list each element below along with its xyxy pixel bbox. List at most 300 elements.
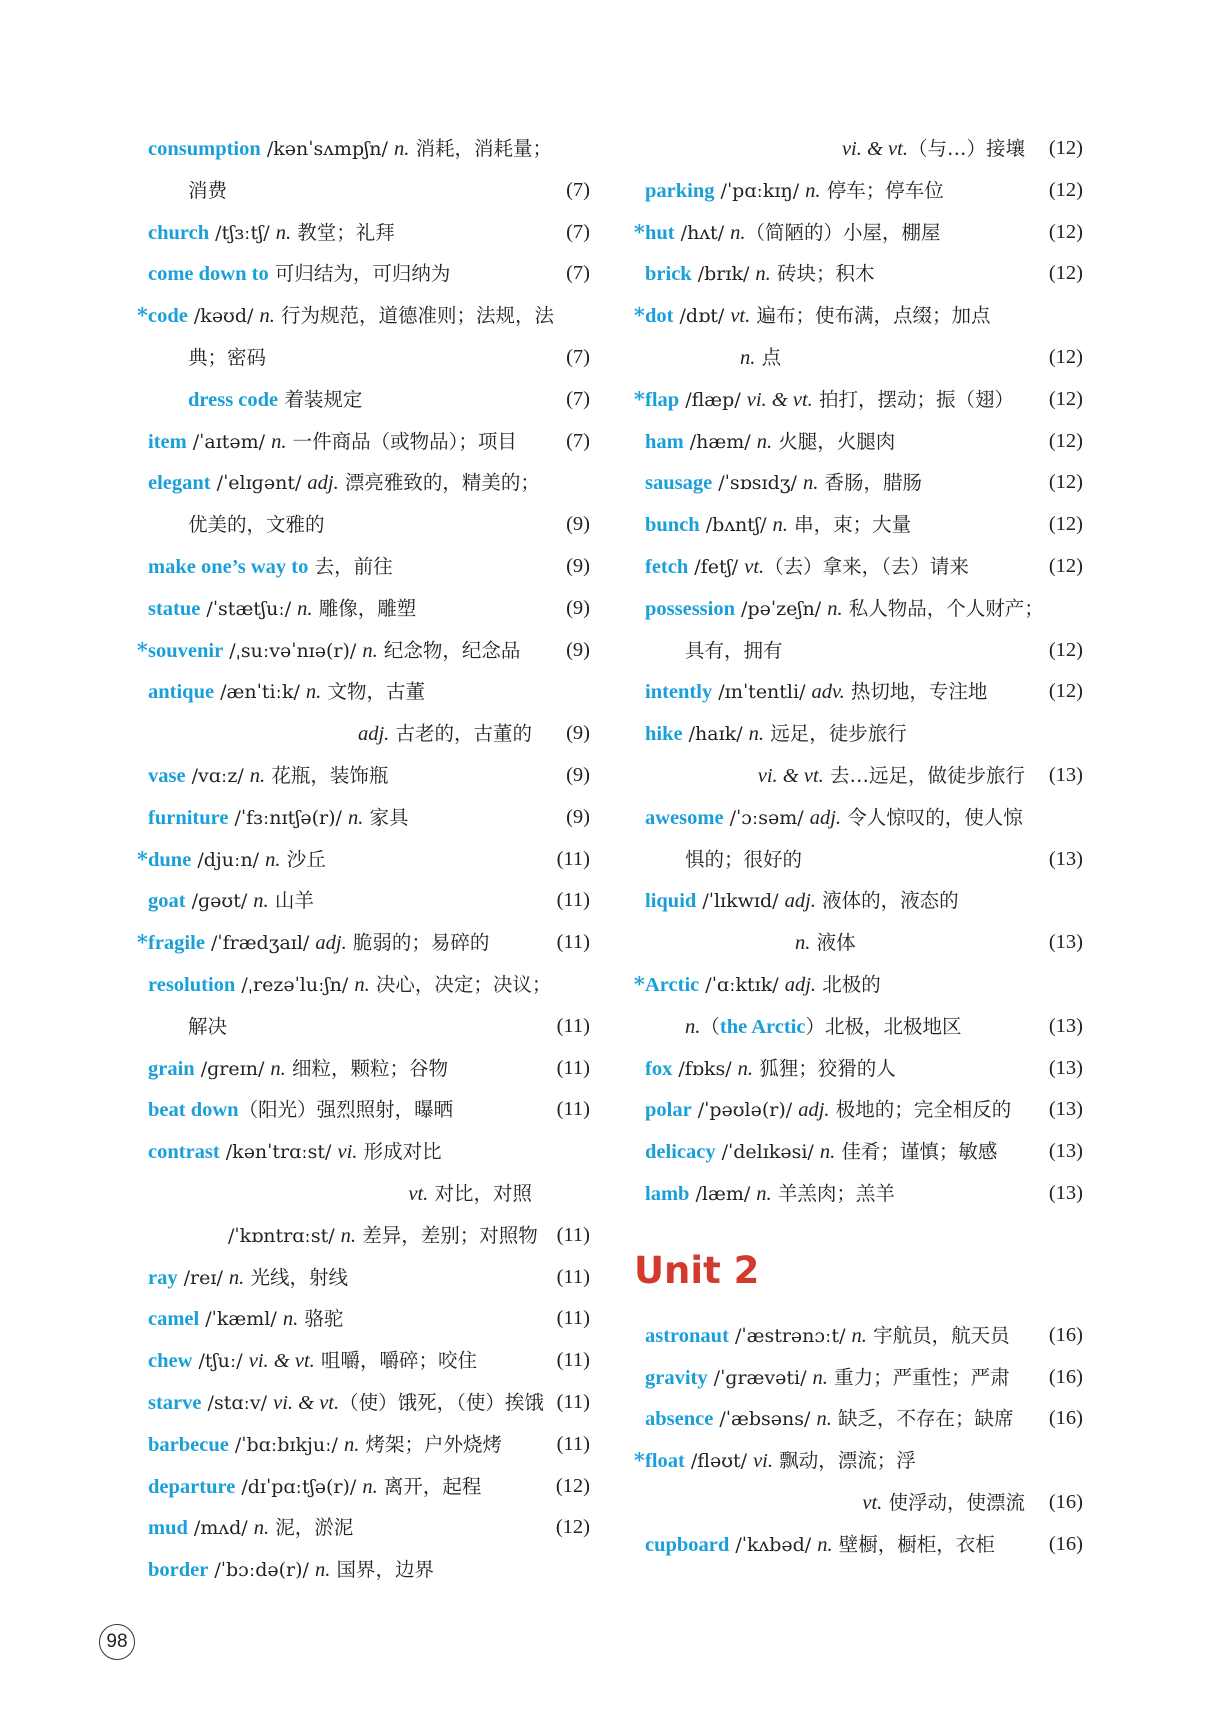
definition: 国界，边界: [330, 1558, 435, 1582]
glossary-entry: [148, 713, 590, 755]
headword: chew: [148, 1350, 193, 1373]
part-of-speech: n.: [354, 973, 370, 996]
glossary-entry: [148, 212, 590, 254]
headword: barbecue: [148, 1433, 229, 1456]
glossary-entry: [645, 128, 1083, 170]
definition: 壁橱，橱柜，衣柜: [832, 1532, 995, 1556]
unit-reference: (12): [1048, 471, 1083, 494]
headword: delicacy: [645, 1141, 716, 1164]
part-of-speech: n.: [802, 472, 819, 495]
glossary-entry: [148, 964, 590, 1006]
unit-reference: (12): [1048, 220, 1083, 243]
glossary-entry: [645, 1048, 1083, 1090]
part-of-speech: n.: [362, 1475, 378, 1498]
unit-reference: (16): [1048, 1365, 1083, 1388]
unit-reference: (7): [566, 178, 590, 201]
headword: mud: [148, 1517, 188, 1540]
glossary-entry: [634, 964, 1083, 1006]
glossary-entry: [645, 755, 1083, 797]
phonetic: /vɑːz/: [185, 764, 250, 787]
definition: 私人物品，个人财产；: [842, 596, 1044, 620]
unit-heading: Unit 2: [634, 1248, 760, 1292]
glossary-entry: [645, 1524, 1083, 1566]
phonetic: /ˈbɑːbɪkjuː/: [228, 1433, 344, 1456]
headword: fetch: [645, 555, 689, 578]
glossary-entry: [148, 1298, 590, 1340]
phonetic: /ˈɔːsəm/: [723, 806, 810, 829]
glossary-entry: [645, 922, 1083, 964]
unit-reference: (12): [1048, 262, 1083, 285]
optional-marker: *: [137, 303, 148, 328]
definition: （使）饿死，（使）挨饿: [339, 1390, 544, 1414]
phonetic: /hæm/: [683, 430, 757, 453]
headword: souvenir: [148, 639, 224, 662]
headword: starve: [148, 1391, 202, 1414]
glossary-entry: [645, 337, 1083, 379]
definition: 遍布；使布满，点缀；加点: [750, 304, 991, 328]
definition: 可归结为，可归纳为: [268, 262, 451, 286]
part-of-speech: n.: [340, 1224, 357, 1247]
unit-reference: (13): [1048, 1014, 1083, 1037]
phonetic: /ˈkæml/: [199, 1308, 283, 1331]
section-spacer: [645, 1215, 1083, 1235]
definition: （去）拿来，（去）请来: [764, 554, 969, 578]
unit-reference: (13): [1048, 931, 1083, 954]
phonetic: /reɪ/: [177, 1266, 229, 1289]
definition: 脆弱的；易碎的: [346, 931, 490, 955]
definition: 形成对比: [357, 1140, 442, 1164]
definition: ）北极，北极地区: [805, 1014, 962, 1038]
definition: 泥，淤泥: [269, 1516, 354, 1540]
unit-reference: (11): [556, 1390, 590, 1413]
phonetic: /ˈkɒntrɑːst/: [228, 1224, 341, 1247]
part-of-speech: adj.: [315, 932, 347, 955]
glossary-entry: [148, 1131, 590, 1173]
part-of-speech: n.: [275, 221, 292, 244]
glossary-entry: [148, 1006, 590, 1048]
phonetic: /ˈelɪɡənt/: [210, 472, 308, 495]
glossary-entry: [645, 1357, 1083, 1399]
headword: border: [148, 1559, 209, 1582]
definition: 去…远足，做徒步旅行: [823, 763, 1025, 787]
part-of-speech: vt.: [408, 1182, 429, 1205]
definition: 细粒，颗粒；谷物: [285, 1056, 448, 1080]
phonetic: /haɪk/: [682, 723, 749, 746]
optional-marker: *: [137, 846, 148, 871]
glossary-entry: [634, 379, 1083, 421]
definition: 佳肴；谨慎；敏感: [835, 1140, 998, 1164]
part-of-speech: n.: [253, 1517, 270, 1540]
headword: polar: [645, 1099, 692, 1122]
headword: float: [645, 1450, 685, 1473]
unit-reference: (12): [1048, 680, 1083, 703]
glossary-column-right: [634, 128, 1083, 1566]
phonetic: /ˈɑːktɪk/: [699, 973, 785, 996]
part-of-speech: n.: [347, 806, 364, 829]
definition: 液体的，液态的: [815, 889, 959, 913]
unit-reference: (11): [556, 1307, 590, 1330]
glossary-entry: [148, 1549, 590, 1591]
unit-reference: (16): [1048, 1490, 1083, 1513]
part-of-speech: n.: [730, 221, 746, 244]
glossary-entry: [148, 755, 590, 797]
unit-reference: (11): [556, 1223, 590, 1246]
unit-reference: (9): [566, 805, 590, 828]
unit-reference: (12): [1048, 429, 1083, 452]
headword: bunch: [645, 514, 700, 537]
phonetic: /ˈdelɪkəsi/: [715, 1141, 820, 1164]
phonetic: /ˈsɒsɪdʒ/: [712, 472, 803, 495]
glossary-entry: [148, 1089, 590, 1131]
definition: 漂亮雅致的，精美的；: [338, 471, 540, 495]
glossary-entry: [137, 295, 590, 337]
headword: intently: [645, 681, 713, 704]
headword: vase: [148, 764, 186, 787]
headword: consumption: [148, 138, 261, 160]
glossary-entry: [645, 880, 1083, 922]
definition: （: [700, 1014, 720, 1038]
unit-reference: (9): [566, 763, 590, 786]
phonetic: /bʌntʃ/: [699, 514, 773, 537]
part-of-speech: n.: [756, 430, 773, 453]
glossary-entry: [645, 546, 1083, 588]
headword: elegant: [148, 472, 211, 495]
part-of-speech: vi. & vt.: [248, 1350, 315, 1373]
headword: hut: [645, 221, 675, 244]
unit-reference: (12): [555, 1516, 590, 1539]
headword: church: [148, 221, 210, 244]
definition: （与…）接壤: [907, 137, 1025, 160]
definition: 停车；停车位: [820, 178, 944, 202]
part-of-speech: adj.: [357, 723, 390, 746]
part-of-speech: n.: [812, 1366, 828, 1389]
phonetic: /mʌd/: [187, 1517, 254, 1540]
optional-marker: *: [634, 303, 645, 328]
glossary-entry: [645, 671, 1083, 713]
glossary-entry: [645, 1006, 1083, 1048]
headword: liquid: [645, 890, 697, 913]
glossary-entry: [645, 588, 1083, 630]
part-of-speech: n.: [755, 263, 771, 286]
definition: 一件商品（或物品）；项目: [286, 429, 517, 453]
headword: dot: [645, 305, 674, 328]
definition: 香肠，腊肠: [818, 471, 923, 495]
unit-reference: (13): [1048, 847, 1083, 870]
headword: contrast: [148, 1141, 220, 1164]
part-of-speech: vi.: [337, 1141, 358, 1164]
unit-reference: (12): [555, 1474, 590, 1497]
part-of-speech: n.: [265, 848, 281, 871]
part-of-speech: vt.: [862, 1491, 883, 1514]
glossary-entry: [148, 880, 590, 922]
part-of-speech: n.: [282, 1308, 299, 1331]
part-of-speech: n.: [393, 138, 410, 160]
headword: goat: [148, 890, 186, 913]
glossary-entry: [634, 212, 1083, 254]
glossary-entry: [148, 1382, 590, 1424]
phonetic: /fləʊt/: [684, 1450, 754, 1473]
definition: 宇航员，航天员: [866, 1323, 1010, 1347]
unit-reference: (12): [1048, 638, 1083, 661]
unit-reference: (7): [566, 345, 590, 368]
definition: 火腿，火腿肉: [772, 429, 896, 453]
phonetic: /dɒt/: [673, 305, 731, 328]
headword: ray: [148, 1266, 178, 1289]
glossary-entry: [645, 1315, 1083, 1357]
unit-reference: (13): [1048, 1098, 1083, 1121]
glossary-entry: [645, 504, 1083, 546]
definition: 决心，决定；决议；: [369, 972, 552, 996]
glossary-entry: [148, 797, 590, 839]
phonetic: /ˌrezəˈluːʃn/: [235, 973, 355, 996]
unit-reference: (11): [556, 1098, 590, 1121]
definition: 骆驼: [298, 1307, 344, 1331]
headword: departure: [148, 1475, 236, 1498]
headword: item: [148, 430, 187, 453]
glossary-entry: [634, 295, 1083, 337]
unit-reference: (9): [566, 554, 590, 577]
headword: astronaut: [645, 1324, 729, 1347]
part-of-speech: adj.: [784, 890, 816, 913]
unit-reference: (12): [1048, 178, 1083, 201]
headword: beat down: [148, 1099, 239, 1122]
part-of-speech: n.: [827, 597, 843, 620]
glossary-entry: [148, 170, 590, 212]
headword: come down to: [148, 263, 269, 286]
phonetic: /ˈpəʊlə(r)/: [691, 1099, 799, 1122]
unit-reference: (11): [556, 1349, 590, 1372]
glossary-entry: [634, 1440, 1083, 1482]
phonetic: /læm/: [689, 1182, 757, 1205]
definition: 优美的，文雅的: [188, 513, 325, 537]
unit-reference: (9): [566, 638, 590, 661]
phonetic: /ˈaɪtəm/: [186, 430, 272, 453]
glossary-entry: [148, 462, 590, 504]
part-of-speech: n.: [795, 932, 811, 955]
definition: 去，前往: [308, 554, 393, 578]
definition: 光线，射线: [244, 1265, 348, 1289]
glossary-entry: [645, 253, 1083, 295]
optional-marker: *: [634, 971, 645, 996]
glossary-entry: [148, 253, 590, 295]
phonetic: /flæp/: [679, 388, 747, 411]
part-of-speech: vt.: [744, 555, 765, 578]
definition: 消耗，消耗量；: [409, 137, 553, 160]
glossary-entry: [148, 1340, 590, 1382]
definition: 对比，对照: [428, 1181, 532, 1205]
part-of-speech: n.: [253, 890, 269, 913]
part-of-speech: n.: [305, 681, 322, 704]
part-of-speech: n.: [362, 639, 378, 662]
phonetic: /ˈfɜːnɪtʃə(r)/: [228, 806, 348, 829]
glossary-entry: [137, 630, 590, 672]
definition: 使浮动，使漂流: [882, 1490, 1025, 1514]
glossary-entry: [148, 1424, 590, 1466]
part-of-speech: n.: [817, 1533, 833, 1556]
glossary-entry: [148, 546, 590, 588]
part-of-speech: adj.: [809, 806, 842, 829]
optional-marker: *: [137, 930, 148, 955]
unit-reference: (12): [1048, 554, 1083, 577]
headword: make one’s way to: [148, 555, 309, 578]
definition: 热切地，专注地: [844, 680, 988, 704]
phonetic: /stɑːv/: [201, 1391, 274, 1414]
phonetic: /brɪk/: [691, 263, 756, 286]
glossary-entry: [137, 839, 590, 881]
definition: 拍打，摆动；振（翅）: [812, 387, 1015, 411]
part-of-speech: n.: [685, 1015, 701, 1038]
headword: Arctic: [645, 973, 700, 996]
definition: 文物，古董: [321, 680, 425, 704]
unit-reference: (12): [1048, 387, 1083, 410]
definition: 教堂；礼拜: [291, 220, 395, 244]
headword: antique: [148, 681, 215, 704]
glossary-entry: [148, 337, 590, 379]
glossary-entry: [148, 1215, 590, 1257]
glossary-entry: [645, 1089, 1083, 1131]
part-of-speech: n.: [851, 1324, 867, 1347]
phonetic: /ˌsuːvəˈnɪə(r)/: [223, 639, 363, 662]
glossary-entry: [645, 462, 1083, 504]
definition: 着装规定: [278, 387, 363, 411]
definition: 极地的；完全相反的: [829, 1098, 1012, 1122]
glossary-entry: [148, 504, 590, 546]
phonetic: /kənˈsʌmpʃn/: [260, 138, 394, 160]
glossary-entry: [148, 379, 590, 421]
headword: lamb: [645, 1182, 690, 1205]
definition: 沙丘: [280, 847, 326, 871]
optional-marker: *: [634, 219, 645, 244]
part-of-speech: n.: [270, 1057, 286, 1080]
definition: 古老的，古董的: [389, 722, 532, 746]
headword: cupboard: [645, 1533, 730, 1556]
unit-reference: (9): [566, 596, 590, 619]
definition: 点: [755, 345, 782, 369]
definition: 消费: [188, 178, 228, 202]
glossary-entry: [148, 1507, 590, 1549]
headword: brick: [645, 263, 692, 286]
definition: 解决: [188, 1014, 228, 1038]
definition: 北极的: [816, 972, 881, 996]
glossary-entry: [148, 421, 590, 463]
unit-reference: (12): [1048, 137, 1083, 159]
definition: 狐狸；狡猾的人: [753, 1056, 896, 1080]
glossary-entry: [148, 671, 590, 713]
glossary-entry: [645, 1482, 1083, 1524]
part-of-speech: n.: [249, 764, 266, 787]
part-of-speech: n.: [271, 430, 287, 453]
headword: gravity: [645, 1366, 708, 1389]
part-of-speech: n.: [756, 1182, 772, 1205]
glossary-entry: [148, 588, 590, 630]
phonetic: /ˈbɔːdə(r)/: [208, 1559, 315, 1582]
part-of-speech: n.: [772, 514, 788, 537]
definition: 花瓶，装饰瓶: [265, 763, 389, 787]
glossary-entry: [645, 630, 1083, 672]
unit-reference: (12): [1048, 513, 1083, 536]
optional-marker: *: [634, 386, 645, 411]
part-of-speech: n.: [297, 597, 313, 620]
phonetic: /fɒks/: [672, 1057, 738, 1080]
glossary-entry: [645, 839, 1083, 881]
part-of-speech: n.: [748, 723, 765, 746]
glossary-entry: [645, 1131, 1083, 1173]
definition: 差异，差别；对照物: [356, 1223, 538, 1247]
glossary-entry: [645, 713, 1083, 755]
glossary-entry: [148, 1257, 590, 1299]
phonetic: /tʃɜːtʃ/: [209, 221, 276, 244]
headword: the Arctic: [719, 1015, 806, 1038]
definition: 串，束；大量: [787, 513, 912, 537]
headword: ham: [645, 430, 684, 453]
part-of-speech: n.: [816, 1408, 832, 1431]
glossary-entry: [148, 1173, 590, 1215]
headword: sausage: [645, 472, 713, 495]
definition: 典；密码: [188, 345, 267, 369]
unit-reference: (7): [566, 220, 590, 243]
optional-marker: *: [634, 1448, 645, 1473]
part-of-speech: n.: [819, 1141, 836, 1164]
definition: 飘动，漂流；浮: [773, 1449, 916, 1473]
headword: fragile: [148, 932, 205, 955]
unit-reference: (13): [1048, 1056, 1083, 1079]
part-of-speech: adj.: [307, 472, 339, 495]
definition: 远足，徒步旅行: [764, 722, 907, 746]
glossary-entry: [148, 1048, 590, 1090]
phonetic: /kəʊd/: [187, 305, 260, 328]
glossary-entry: [645, 170, 1083, 212]
definition: 液体: [810, 931, 856, 955]
headword: awesome: [645, 806, 724, 829]
glossary-entry: [645, 1398, 1083, 1440]
headword: parking: [645, 179, 715, 202]
phonetic: /ˈfrædʒaɪl/: [204, 932, 316, 955]
phonetic: /ˈlɪkwɪd/: [696, 890, 785, 913]
glossary-entry: [645, 1173, 1083, 1215]
unit-reference: (11): [556, 1265, 590, 1288]
part-of-speech: adj.: [798, 1099, 830, 1122]
definition: （简陋的）小屋，棚屋: [745, 220, 941, 244]
headword: flap: [645, 388, 680, 411]
phonetic: /ˈpɑːkɪŋ/: [714, 179, 806, 202]
definition: 雕像，雕塑: [312, 596, 417, 620]
phonetic: /ˈstætʃuː/: [200, 597, 298, 620]
unit-reference: (11): [556, 847, 590, 870]
part-of-speech: n.: [259, 305, 275, 328]
definition: 惧的；很好的: [685, 847, 803, 871]
part-of-speech: adv.: [811, 681, 845, 704]
part-of-speech: n.: [805, 179, 821, 202]
phonetic: /ɡreɪn/: [194, 1057, 271, 1080]
phonetic: /ˈkʌbəd/: [729, 1533, 818, 1556]
unit-reference: (9): [566, 722, 590, 745]
definition: 咀嚼，嚼碎；咬住: [314, 1349, 477, 1373]
unit-reference: (16): [1048, 1407, 1083, 1430]
definition: 缺乏，不存在；缺席: [831, 1407, 1014, 1431]
phonetic: /kənˈtrɑːst/: [219, 1141, 338, 1164]
definition: 烤架；户外烧烤: [359, 1432, 503, 1456]
definition: 山羊: [268, 889, 314, 913]
definition: 离开，起程: [377, 1474, 482, 1498]
phonetic: /ɪnˈtentli/: [712, 681, 812, 704]
phonetic: /hʌt/: [674, 221, 731, 244]
headword: absence: [645, 1408, 714, 1431]
glossary-entry: [148, 1466, 590, 1508]
phonetic: /pəˈzeʃn/: [735, 597, 828, 620]
glossary-entry: [645, 421, 1083, 463]
phonetic: /ˈæstrənɔːt/: [728, 1324, 852, 1347]
headword: camel: [148, 1308, 200, 1331]
